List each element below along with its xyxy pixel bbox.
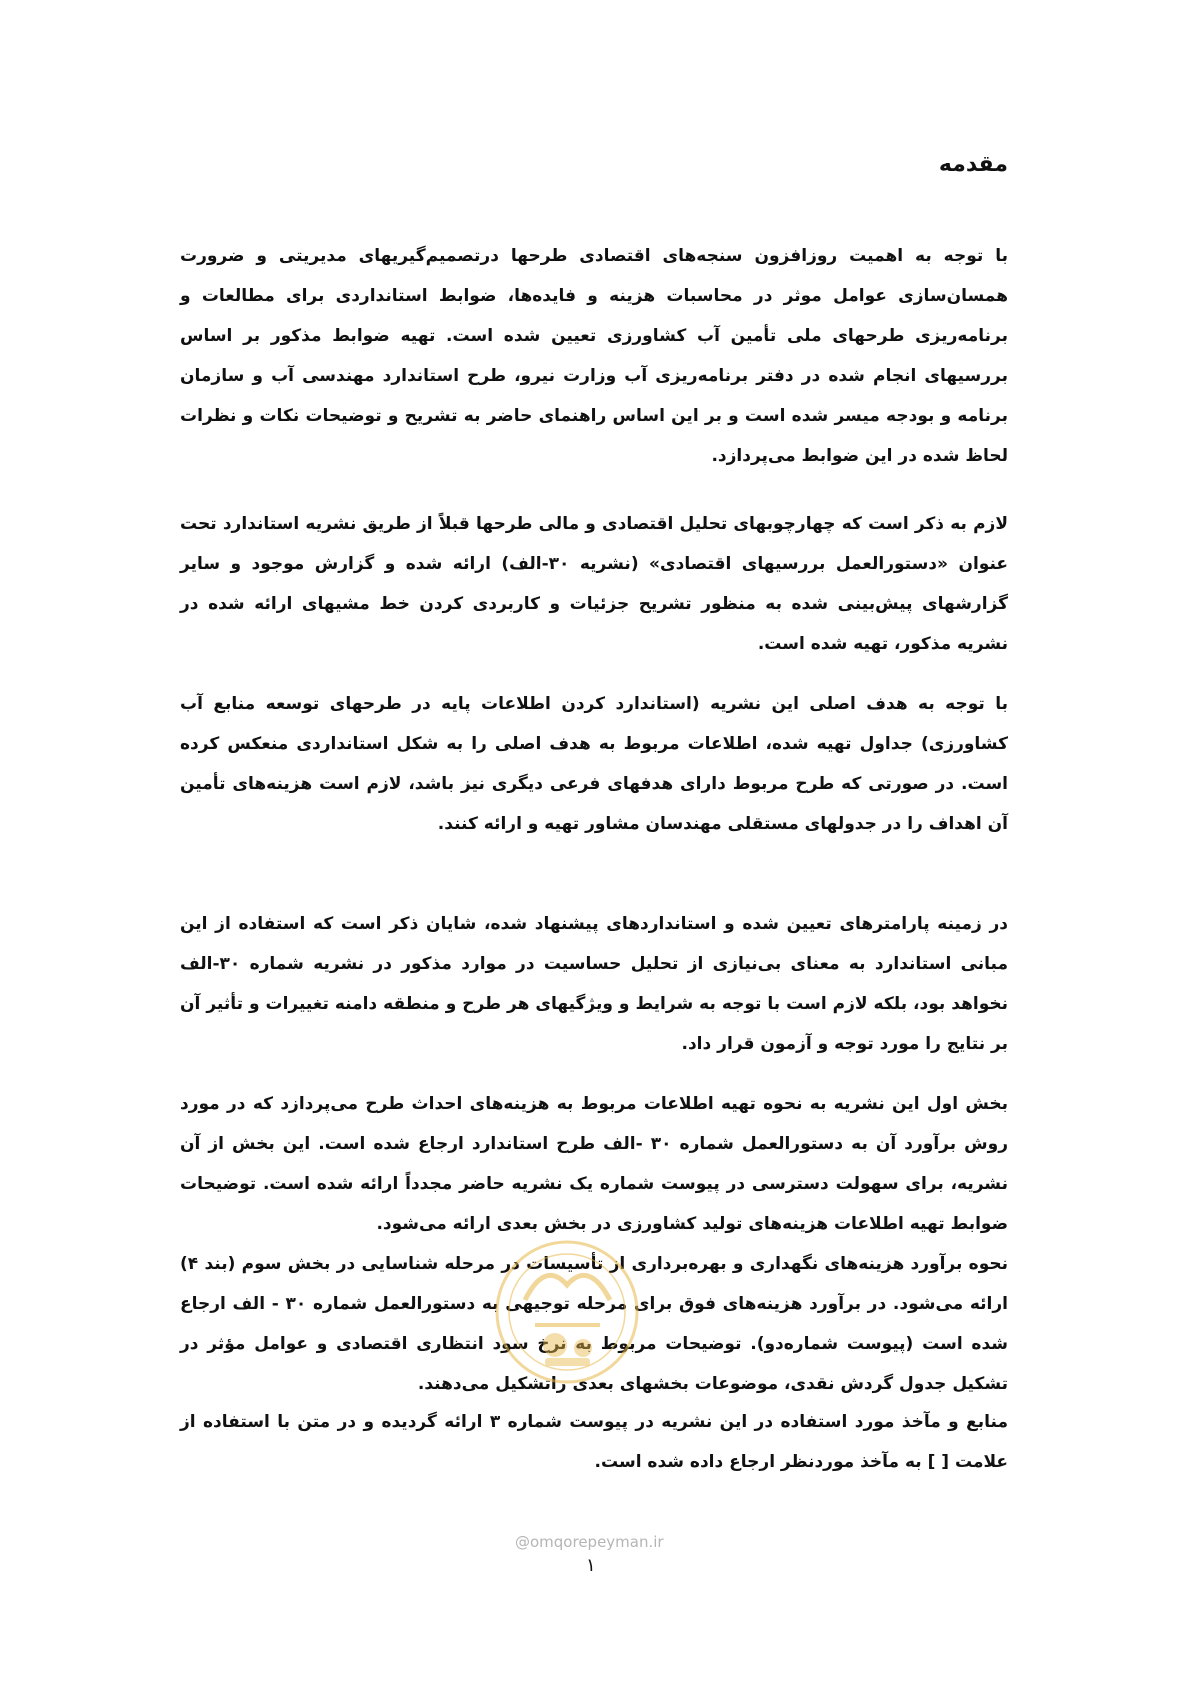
watermark-url: @omqorepeyman.ir [515,1533,664,1551]
page-number: ۱ [586,1555,596,1576]
watermark-logo-icon [485,1230,650,1395]
paragraph-maintenance: نحوه برآورد هزینه‌های نگهداری و بهره‌برداری از تأسیسات در مرحله شناسایی در بخش سوم (بند ۴) ارائه می‌شود. در برآورد هزینه‌های فوق برای مرحله توجیهی به دستورالعمل شماره ۳۰ - الف ارجاع شده است (پیوست شماره‌دو). توضیحات مربوط به نرخ سود انتظاری اقتصادی و عوامل مؤثر در تشکیل جدول گردش نقدی، موضوعات بخشهای بعدی راتشکیل می‌دهند. [180,1254,1008,1394]
paragraph-frameworks: لازم به ذکر است که چهارچوبهای تحلیل اقتصادی و مالی طرحها قبلاً از طریق نشریه استاندارد تحت عنوان «دستورالعمل بررسیهای اقتصادی» (نشریه ۳۰-الف) ارائه شده و گزارش موجود و سایر گزارشهای پیش‌بینی شده به منظور تشریح جزئیات و کاربردی کردن خط مشیهای ارائه شده در نشریه مذکور، تهیه شده است. [180,514,1009,654]
paragraph-intro: با توجه به اهمیت روزافزون سنجه‌های اقتصادی طرحها درتصمیم‌گیریهای مدیریتی و ضرورت همسان‌سازی عوامل موثر در محاسبات هزینه و فایده‌ها، ضوابط استانداردی برای مطالعات و برنامه‌ریزی طرحهای ملی تأمین آب کشاورزی تعیین شده است. تهیه ضوابط مذکور بر اساس بررسیهای انجام شده در دفتر برنامه‌ریزی آب وزارت نیرو، طرح استاندارد مهندسی آب و سازمان برنامه و بودجه میسر شده است و بر این اساس راهنمای حاضر به تشریح و توضیحات نکات و نظرات لحاظ شده در این ضوابط می‌پردازد. [180,246,1008,466]
page-title: مقدمه [938,152,1008,177]
paragraph-section-one: بخش اول این نشریه به نحوه تهیه اطلاعات مربوط به هزینه‌های احداث طرح می‌پردازد که در مورد روش برآورد آن به دستورالعمل شماره ۳۰ -الف طرح استاندارد ارجاع شده است. این بخش از آن نشریه، برای سهولت دسترسی در پیوست شماره یک نشریه حاضر مجدداً ارائه شده است. توضیحات ضوابط تهیه اطلاعات هزینه‌های تولید کشاورزی در بخش بعدی ارائه می‌شود. [180,1094,1008,1234]
paragraph-parameters: در زمینه پارامترهای تعیین شده و استانداردهای پیشنهاد شده، شایان ذکر است که استفاده از این مبانی استاندارد به معنای بی‌نیازی از تحلیل حساسیت در موارد مذکور در نشریه شماره ۳۰-الف نخواهد بود، بلکه لازم است با توجه به شرایط و ویژگیهای هر طرح و منطقه دامنه تغییرات و تأثیر آن بر نتایج را مورد توجه و آزمون قرار داد. [180,914,1008,1054]
paragraph-objective: با توجه به هدف اصلی این نشریه (استاندارد کردن اطلاعات پایه در طرحهای توسعه منابع آب کشاورزی) جداول تهیه شده، اطلاعات مربوط به هدف اصلی را به شکل استانداردی منعکس کرده است. در صورتی که طرح مربوط دارای هدفهای فرعی دیگری نیز باشد، لازم است هزینه‌های تأمین آن اهداف را در جدولهای مستقلی مهندسان مشاور تهیه و ارائه کنند. [180,694,1008,834]
paragraph-references: منابع و مآخذ مورد استفاده در این نشریه در پیوست شماره ۳ ارائه گردیده و در متن با استفاده از علامت [ ] به مآخذ موردنظر ارجاع داده شده است. [180,1412,1008,1472]
